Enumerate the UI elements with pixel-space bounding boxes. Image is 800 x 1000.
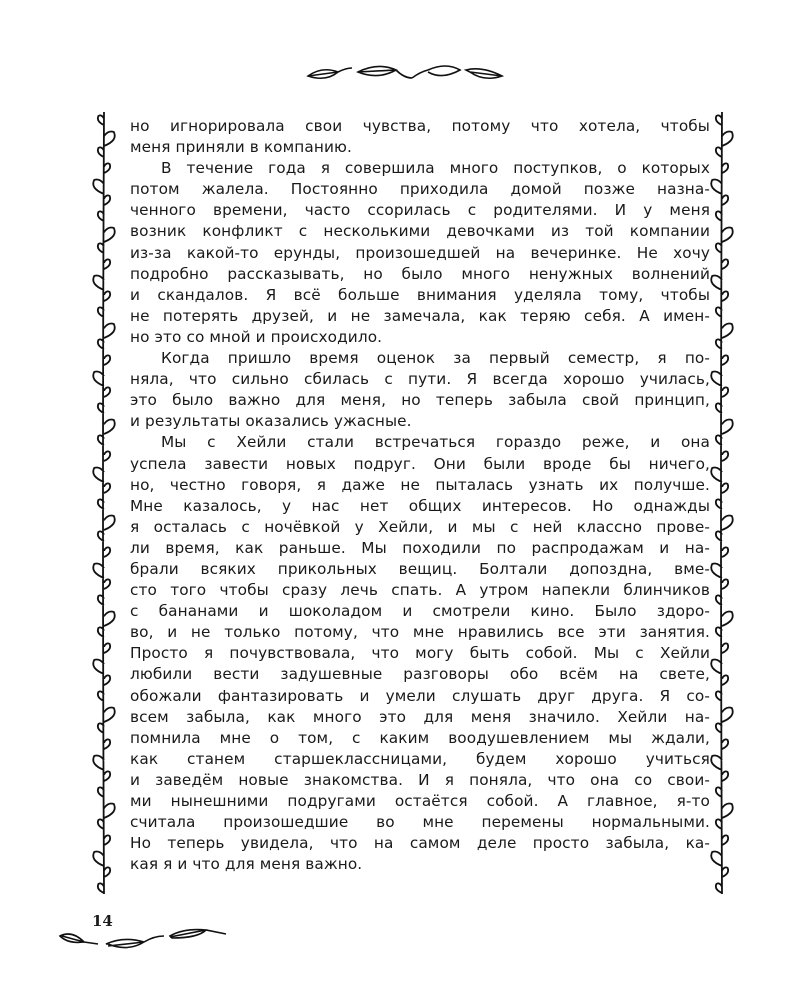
text-line: Просто я почувствовала, что могу быть собой. Мы с Хейли (130, 644, 710, 663)
text-line: но, честно говоря, я даже не пыталась узнать их получше. (130, 475, 710, 494)
bottom-leaf-ornament (58, 926, 248, 956)
text-line: всем забыла, как много это для меня значило. Хейли на- (130, 707, 710, 726)
text-line: и результаты оказались ужасные. (130, 412, 412, 431)
text-line: Мы с Хейли стали встречаться гораздо реже, и она (161, 433, 710, 452)
text-line: и скандалов. Я всё больше внимания уделяла тому, чтобы (130, 285, 710, 304)
left-vine-ornament (82, 108, 126, 898)
text-line: считала произошедшие во мне перемены нормальными. (130, 813, 710, 832)
text-line: Когда пришло время оценок за первый семестр, я по- (161, 349, 710, 368)
text-line: сто того чтобы сразу лечь спать. А утром напекли блинчиков (130, 581, 710, 600)
text-line: во, и не только потому, что мне нравились все эти занятия. (130, 623, 710, 642)
text-line: Мне казалось, у нас нет общих интересов. Но однажды (130, 496, 710, 515)
text-line: Но теперь увидела, что на самом деле просто забыла, ка- (130, 834, 710, 853)
text-line: и заведём новые знакомства. И я поняла, что она со свои- (130, 770, 710, 789)
vine-path (93, 112, 115, 894)
text-line: няла, что сильно сбилась с пути. Я всегда хорошо училась, (130, 370, 710, 389)
text-line: как станем старшеклассницами, будем хорошо учиться (130, 749, 710, 768)
text-line: это было важно для меня, но теперь забыла свой принцип, (130, 391, 710, 410)
text-line: брали всяких прикольных вещиц. Болтали допоздна, вме- (130, 559, 710, 578)
text-line: ми нынешними подругами остаётся собой. А главное, я-то (130, 792, 710, 810)
vine-path (711, 112, 733, 894)
text-line: потом жалела. Постоянно приходила домой позже назна- (130, 180, 710, 199)
text-line: из-за какой-то ерунды, произошедшей на вечеринке. Не хочу (130, 243, 710, 262)
top-leaf-ornament (300, 58, 510, 88)
text-line: ченного времени, часто ссорилась с родителями. И у меня (130, 201, 710, 220)
text-line: кая я и что для меня важно. (130, 855, 363, 874)
text-line: успела завести новых подруг. Они были вроде бы ничего, (130, 454, 710, 473)
text-line: подробно рассказывать, но было много ненужных волнений (130, 264, 710, 283)
text-line: я осталась с ночёвкой у Хейли, и мы с ней классно прове- (130, 517, 710, 536)
page-number: 14 (92, 912, 113, 930)
text-line: но это со мной и происходило. (130, 327, 383, 346)
text-line: любили вести задушевные разговоры обо всём на свете, (130, 665, 710, 684)
text-line: помнила мне о том, с каким воодушевлением мы ждали, (130, 728, 710, 747)
text-line: но игнорировала свои чувства, потому что хотела, чтобы (130, 117, 710, 135)
text-line: обожали фантазировать и умели слушать друг друга. Я со- (130, 686, 710, 705)
text-line: ли время, как раньше. Мы походили по распродажам и на- (130, 538, 710, 557)
body-text (130, 116, 710, 875)
text-line: не потерять друзей, и не замечала, как теряю себя. А имен- (130, 306, 710, 325)
text-line: возник конфликт с несколькими девочками из той компании (130, 222, 710, 241)
text-line: с бананами и шоколадом и смотрели кино. Было здоро- (130, 602, 710, 621)
text-line: В течение года я совершила много поступков, о которых (161, 159, 710, 178)
text-line: меня приняли в компанию. (130, 138, 352, 157)
